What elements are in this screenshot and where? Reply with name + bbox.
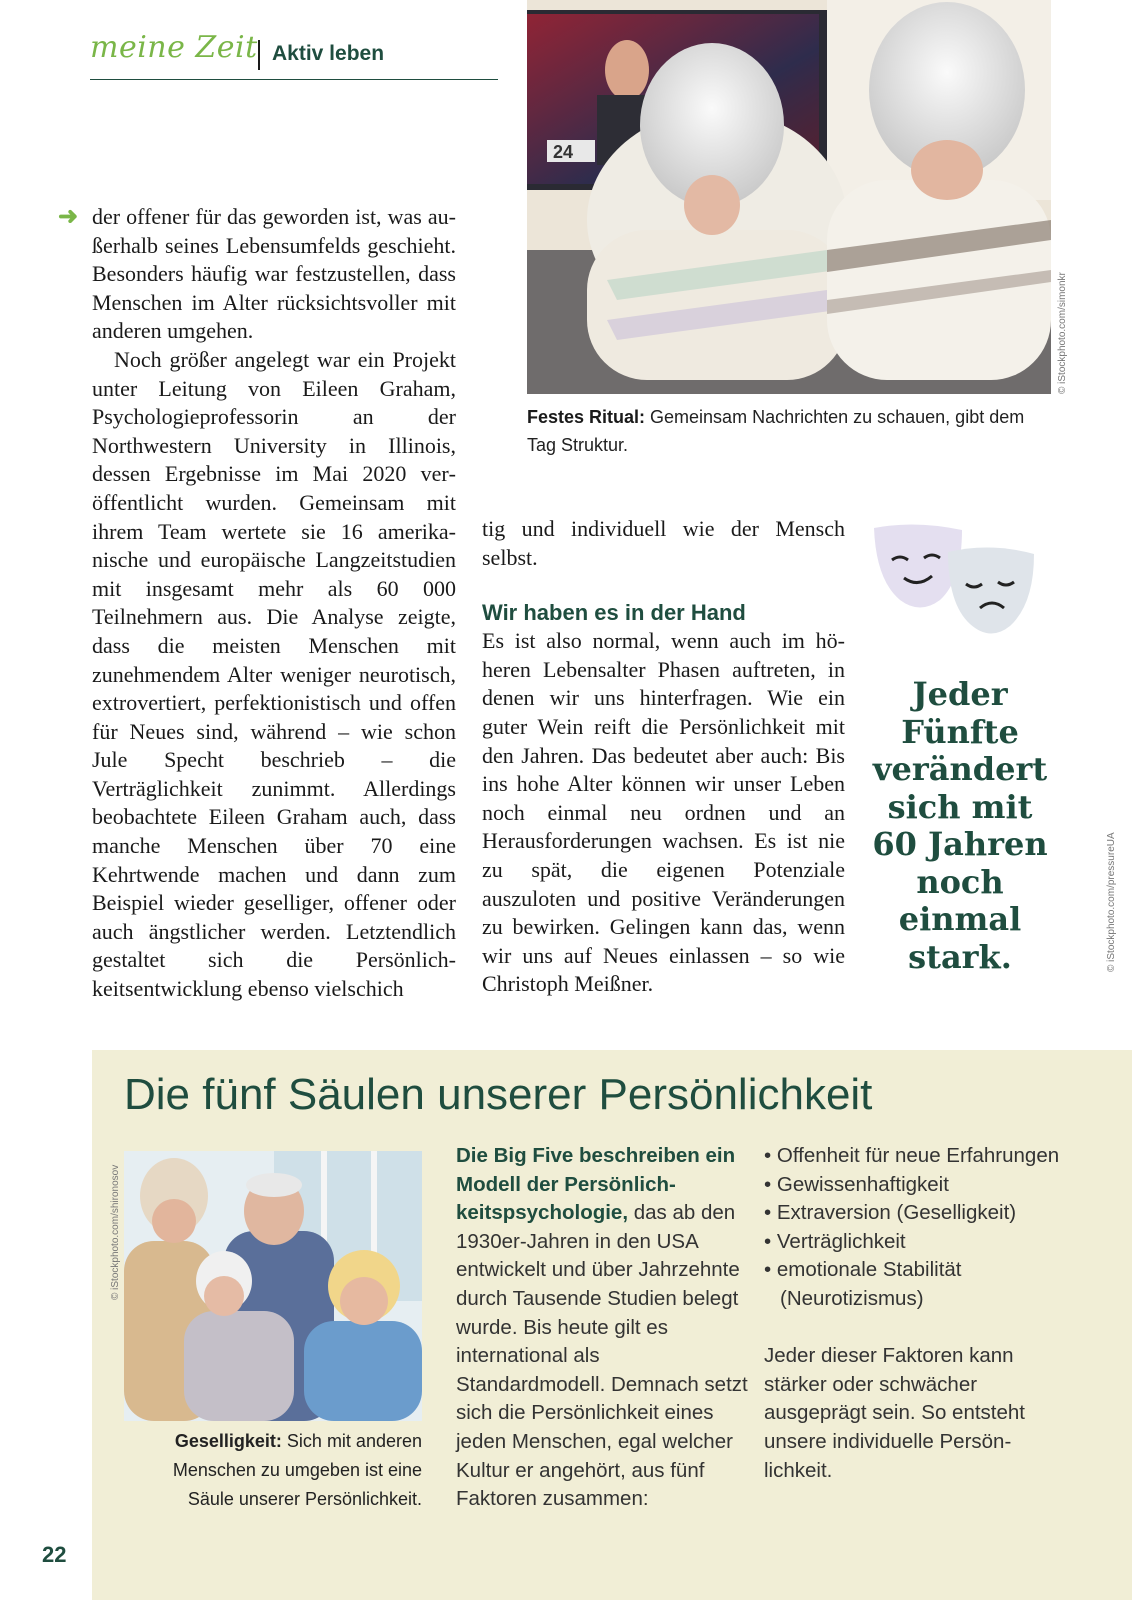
info-box-title: Die fünf Säulen unserer Persönlichkeit	[124, 1070, 873, 1119]
brand-logo: meine Zeit	[90, 30, 258, 65]
tv-badge: 24	[553, 142, 574, 162]
factors-closing: Jeder dieser Faktoren kann stärker oder schwächer ausgeprägt sein. So entsteht unsere individuelle Persönlichkeit.	[764, 1344, 1025, 1482]
intro-text: das ab den 1930er-Jahren in den USA entwickelt und über Jahrzehnte durch Tausende Studien belegt wurde. Bis heute gilt es international als Standardmodell. Demnach setzt sich die Persönlichkeit eines jeden Menschen, egal welcher Kultur er angehört, aus fünf Faktoren zusammen:	[456, 1201, 748, 1511]
caption-top-label: Festes Ritual:	[527, 407, 646, 427]
factor-item: • emotionale Stabilität (Neurotizismus)	[764, 1258, 962, 1310]
header-separator	[258, 40, 260, 70]
caption-bottom-text: Sich mit anderen Menschen zu umgeben ist eine Säule unserer Persönlichkeit.	[172, 1431, 422, 1509]
photo-seniors-group	[124, 1151, 422, 1421]
caption-bottom-label: Geselligkeit:	[174, 1431, 282, 1451]
continue-arrow-icon: ➜	[58, 203, 79, 230]
factor-item: • Extraversion (Geselligkeit)	[764, 1201, 1017, 1225]
article-paragraph: der offener für das geworden ist, was außerhalb seines Lebensumfelds geschieht. Besonders häufig war festzustellen, dass Menschen im Alter rücksichtsvoller mit anderen umgehen.	[92, 204, 456, 344]
photo-credit-bottom: © iStockphoto.com/shironosov	[110, 1164, 121, 1300]
quote-image-credit: © iStockphoto.com/pressureUA	[1106, 832, 1117, 972]
intro-lead: Die Big Five beschreiben ein Modell der Persönlichkeitspsychologie,	[456, 1144, 736, 1225]
photo-caption-top	[527, 403, 1027, 459]
pull-quote: Jeder Fünfte verändert sich mit 60 Jahren noch einmal stark.	[872, 675, 1048, 976]
article-column-1	[92, 203, 456, 1004]
photo-couple-watching-tv	[527, 0, 1051, 394]
section-title: Aktiv leben	[272, 42, 385, 65]
header-rule	[90, 79, 498, 80]
factor-list	[764, 1142, 1064, 1314]
article-paragraph: Noch größer angelegt war ein Projekt unter Leitung von Eileen Graham, Psychologieprofessorin an der Northwestern University in Illinois, dessen Ergebnisse im Mai 2020 veröffentlicht wurden. Gemeinsam mit ihrem Team wertete sie 16 amerikanische und europäische Langzeitstudien mit insgesamt mehr als 60 000 Teilnehmern aus. Die Analyse zeigte, dass die meisten Menschen mit zunehmendem Alter weniger neurotisch, extrovertiert, perfektionistisch und offen für Neues sind, während – wie schon Jule Specht beschrieb – die Verträglichkeit zunimmt. Allerdings beobachtete Eileen Graham auch, dass manche Menschen über 70 eine Kehrtwende machen und dann zum Beispiel wieder geselliger, offener oder auch ängstlicher werden. Letztendlich gestaltet sich die Persönlichkeitsentwicklung ebenso vielschich	[92, 346, 456, 1002]
article-subheading: Wir haben es in der Hand	[482, 600, 746, 626]
factor-item: • Offenheit für neue Erfahrungen	[764, 1144, 1060, 1167]
article-paragraph: Es ist also normal, wenn auch im höheren Lebensalter Phasen auftreten, in denen wir uns hinterfragen. Wie ein guter Wein reift die Persönlichkeit mit den Jahren. Das bedeutet aber auch: Bis ins hohe Alter können wir unser Leben noch einmal neu ordnen und an Herausforderungen wachsen. Es ist nie zu spät, die eigenen Potenziale auszuloten und positive Veränderungen zu bewirken. Gelingen kann das, wenn wir uns auf Neues einlassen – so wie Christoph Meißner.	[482, 628, 845, 997]
factor-item: • Gewissenhaftigkeit	[764, 1172, 949, 1196]
photo-caption-bottom	[124, 1427, 422, 1514]
photo-credit-top: © iStockphoto.com/simonkr	[1057, 272, 1068, 394]
page-number: 22	[42, 1542, 67, 1567]
article-paragraph: tig und individuell wie der Mensch selbst.	[482, 516, 845, 570]
theatre-masks-icon	[870, 520, 1050, 650]
info-box-factors	[764, 1142, 1064, 1485]
caption-top-text: Gemeinsam Nachrichten zu schauen, gibt dem Tag Struktur.	[527, 407, 1025, 455]
factor-item: • Verträglichkeit	[764, 1229, 906, 1253]
article-column-2	[482, 515, 845, 999]
info-box-intro	[456, 1142, 754, 1514]
